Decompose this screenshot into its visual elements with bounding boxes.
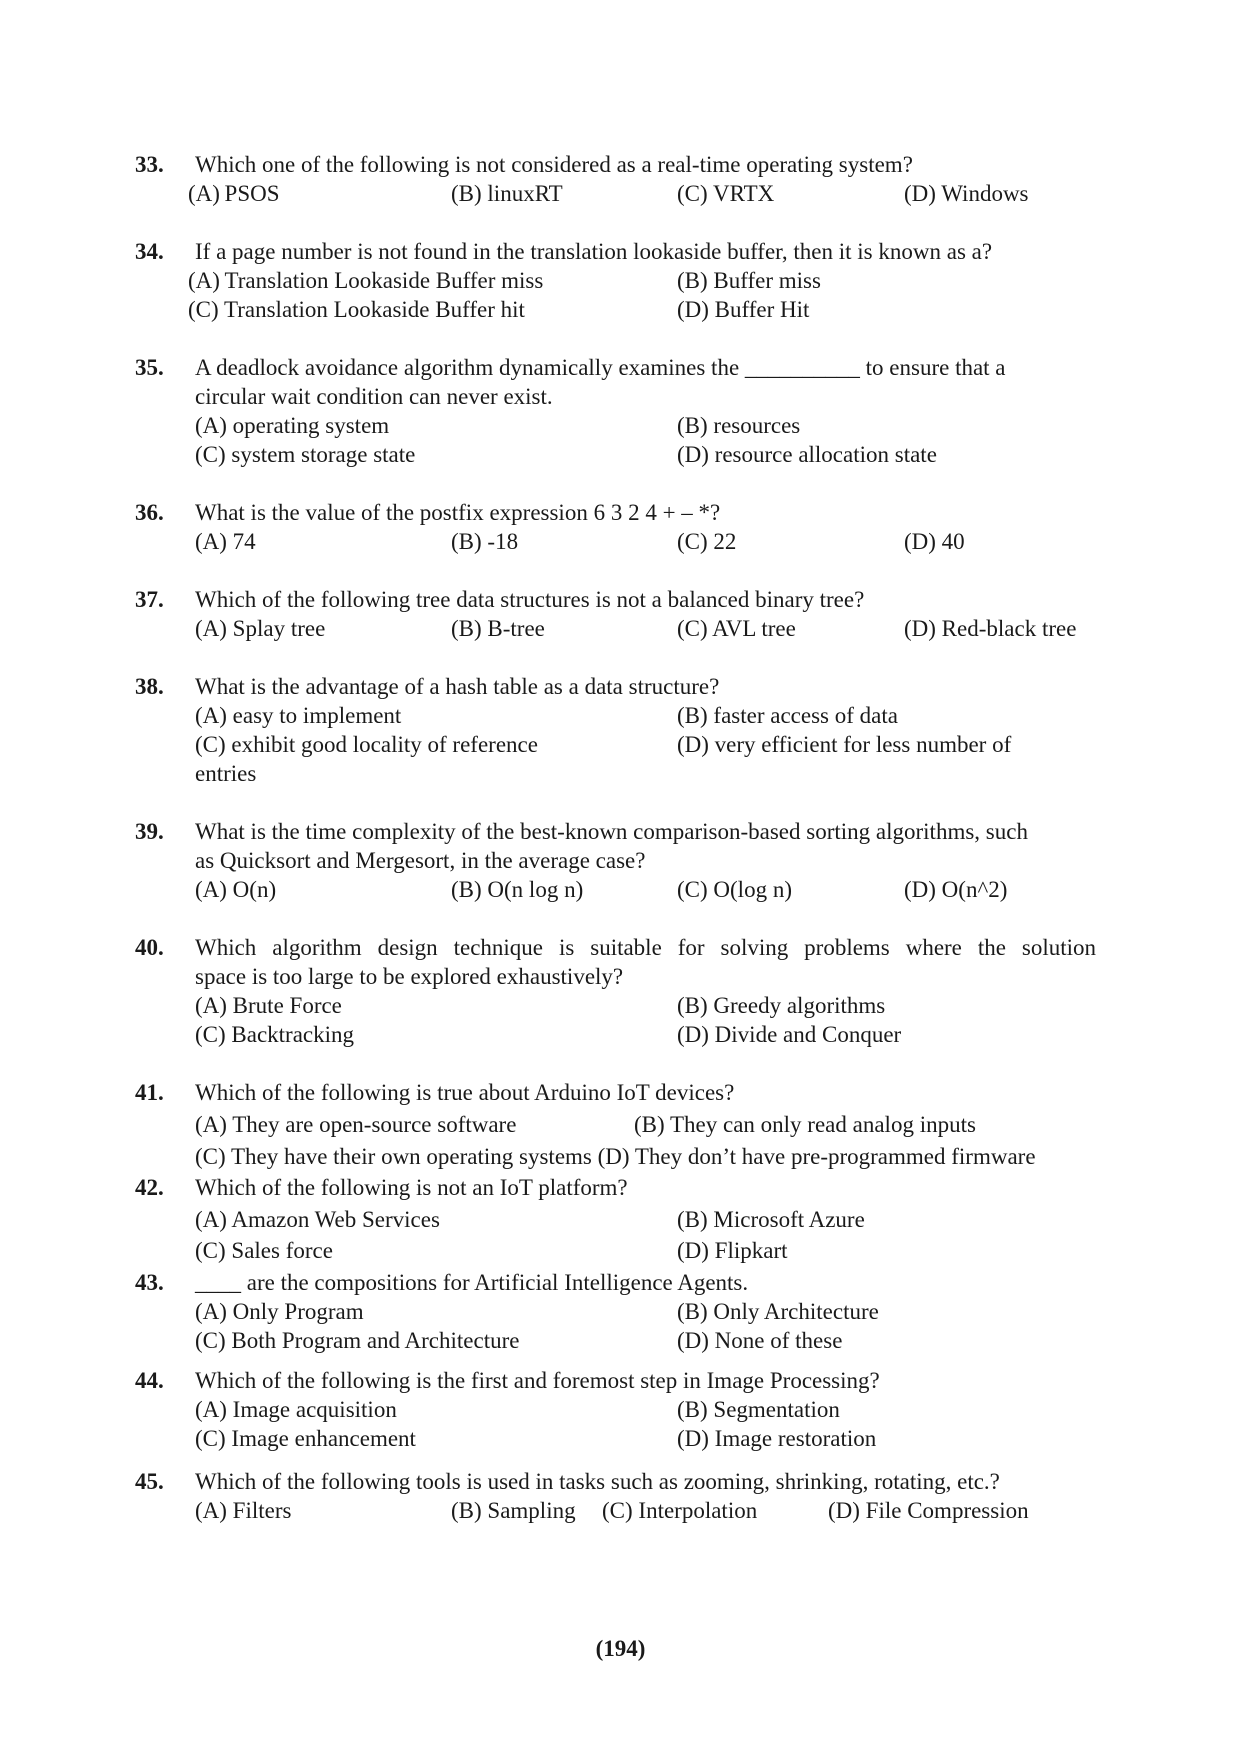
option-c: (C) 22 [677, 529, 737, 554]
question-number: 36. [135, 500, 164, 525]
option-d: (D) resource allocation state [677, 442, 937, 467]
question-number: 42. [135, 1175, 164, 1200]
question-text: Which of the following tree data structures is not a balanced binary tree? [195, 587, 865, 612]
option-b: (B) Microsoft Azure [677, 1207, 865, 1232]
question-text: Which algorithm design technique is suitable for solving problems where the solution [195, 935, 1096, 960]
option-a: (A) PSOS [188, 181, 280, 206]
option-c: (C) exhibit good locality of reference [195, 732, 538, 757]
question-text: Which one of the following is not considered as a real-time operating system? [195, 152, 913, 177]
option-b: (B) linuxRT [451, 181, 563, 206]
option-d: (D) Red-black tree [904, 616, 1077, 641]
option-d: (D) Divide and Conquer [677, 1022, 902, 1047]
option-c: (C) O(log n) [677, 877, 792, 902]
question-number: 44. [135, 1368, 164, 1393]
option-a: (A) They are open-source software [195, 1112, 517, 1137]
question-number: 34. [135, 239, 164, 264]
option-a: (A) Translation Lookaside Buffer miss [188, 268, 544, 293]
option-a: (A) Only Program [195, 1299, 364, 1324]
question-number: 40. [135, 935, 164, 960]
option-d: (D) File Compression [828, 1498, 1029, 1523]
question-text: What is the value of the postfix expression 6 3 2 4 + – *? [195, 500, 721, 525]
question-number: 33. [135, 152, 164, 177]
option-d: (D) Windows [904, 181, 1029, 206]
question-text: What is the time complexity of the best-known comparison-based sorting algorithms, such [195, 819, 1028, 844]
option-a: (A) operating system [195, 413, 390, 438]
option-b: (B) Sampling [451, 1498, 576, 1523]
question-number: 35. [135, 355, 164, 380]
question-number: 43. [135, 1270, 164, 1295]
question-text: Which of the following is the first and foremost step in Image Processing? [195, 1368, 880, 1393]
option-b: (B) They can only read analog inputs [634, 1112, 976, 1137]
option-b: (B) B-tree [451, 616, 545, 641]
question-text: If a page number is not found in the translation lookaside buffer, then it is known as a? [195, 239, 993, 264]
question-text: ____ are the compositions for Artificial Intelligence Agents. [195, 1270, 749, 1295]
question-text: Which of the following is not an IoT platform? [195, 1175, 628, 1200]
question-text: Which of the following tools is used in tasks such as zooming, shrinking, rotating, etc.? [195, 1469, 1000, 1494]
question-number: 39. [135, 819, 164, 844]
option-d: (D) Flipkart [677, 1238, 788, 1263]
option-b: (B) Buffer miss [677, 268, 821, 293]
option-b: (B) -18 [451, 529, 519, 554]
option-a: (A) 74 [195, 529, 256, 554]
question-number: 41. [135, 1080, 164, 1105]
question-number: 45. [135, 1469, 164, 1494]
option-c: (C) Interpolation [602, 1498, 758, 1523]
question-number: 38. [135, 674, 164, 699]
option-d: (D) 40 [904, 529, 965, 554]
option-c-and-d: (C) They have their own operating systems (D) They don’t have pre-programmed firmware [195, 1144, 1036, 1169]
option-d: (D) O(n^2) [904, 877, 1008, 902]
option-c: (C) system storage state [195, 442, 416, 467]
option-a: (A) O(n) [195, 877, 277, 902]
option-c: (C) Sales force [195, 1238, 333, 1263]
option-c: (C) Image enhancement [195, 1426, 416, 1451]
question-text: space is too large to be explored exhaustively? [195, 964, 624, 989]
question-number: 37. [135, 587, 164, 612]
question-text: Which of the following is true about Arduino IoT devices? [195, 1080, 735, 1105]
option-b: (B) Only Architecture [677, 1299, 879, 1324]
option-b: (B) O(n log n) [451, 877, 584, 902]
question-text: A deadlock avoidance algorithm dynamically examines the __________ to ensure that a [195, 355, 1006, 380]
option-a: (A) Image acquisition [195, 1397, 397, 1422]
option-b: (B) Segmentation [677, 1397, 840, 1422]
option-d-continuation: entries [195, 761, 257, 786]
question-text: circular wait condition can never exist. [195, 384, 553, 409]
option-c: (C) Backtracking [195, 1022, 355, 1047]
option-d: (D) very efficient for less number of [677, 732, 1012, 757]
option-d: (D) Image restoration [677, 1426, 877, 1451]
option-b: (B) Greedy algorithms [677, 993, 886, 1018]
option-b: (B) faster access of data [677, 703, 898, 728]
option-a: (A) Splay tree [195, 616, 326, 641]
option-c: (C) Both Program and Architecture [195, 1328, 520, 1353]
option-a: (A) Brute Force [195, 993, 342, 1018]
option-a: (A) easy to implement [195, 703, 402, 728]
option-c: (C) Translation Lookaside Buffer hit [188, 297, 525, 322]
option-d: (D) Buffer Hit [677, 297, 810, 322]
option-a: (A) Amazon Web Services [195, 1207, 440, 1232]
question-text: as Quicksort and Mergesort, in the average case? [195, 848, 646, 873]
option-a: (A) Filters [195, 1498, 292, 1523]
option-c: (C) AVL tree [677, 616, 796, 641]
option-b: (B) resources [677, 413, 801, 438]
option-c: (C) VRTX [677, 181, 775, 206]
page-number: (194) [595, 1636, 646, 1661]
question-text: What is the advantage of a hash table as a data structure? [195, 674, 720, 699]
option-d: (D) None of these [677, 1328, 843, 1353]
